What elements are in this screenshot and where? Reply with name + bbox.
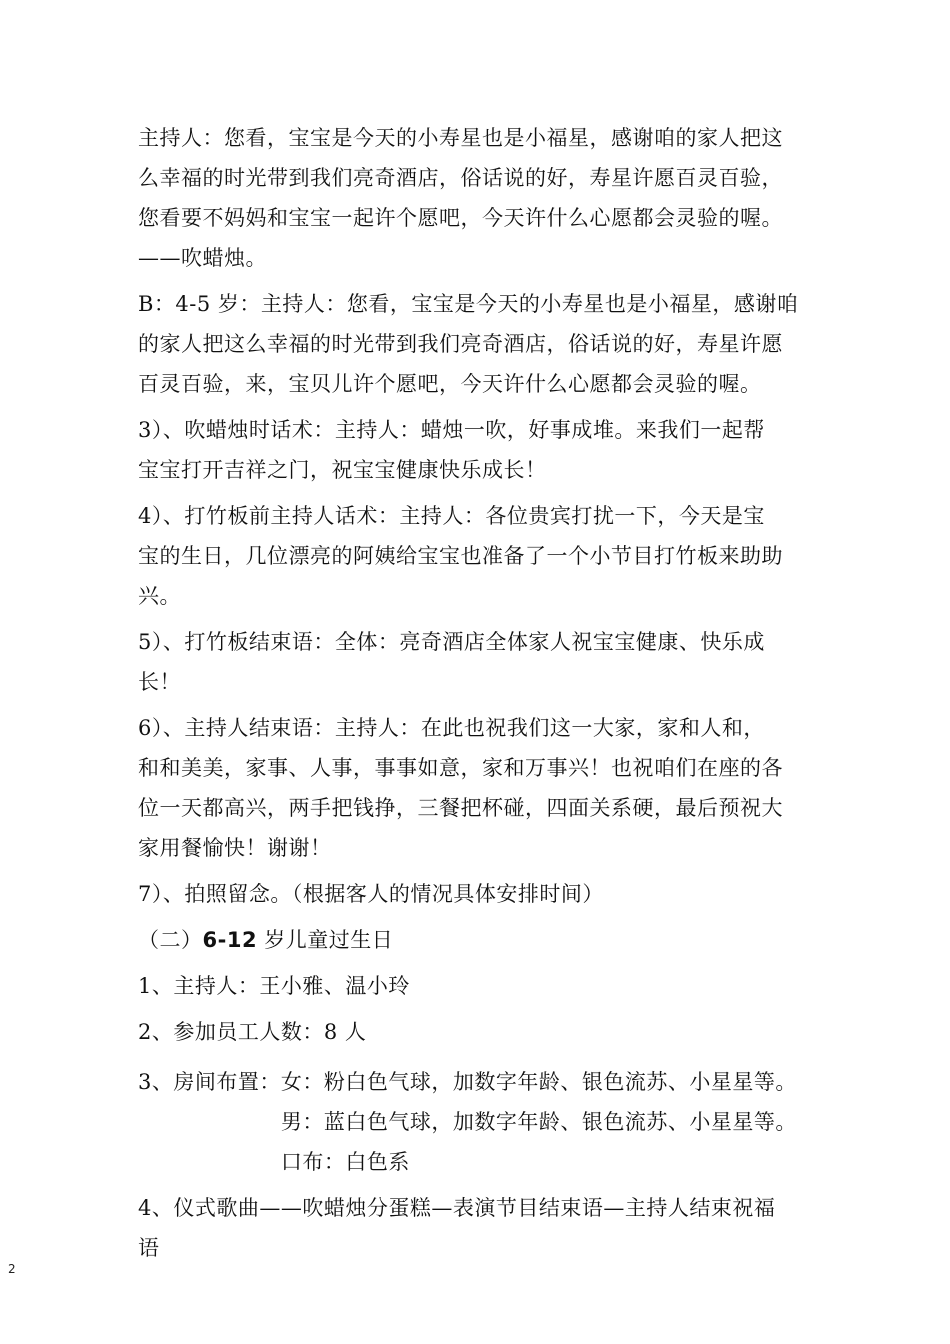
section-heading-suffix: 岁儿童过生日 xyxy=(257,928,394,952)
paragraph-host-speech-b xyxy=(138,284,818,404)
text-line: 宝的生日，几位漂亮的阿姨给宝宝也准备了一个小节目打竹板来助助 xyxy=(138,544,783,568)
section-heading xyxy=(138,920,818,960)
text-line: 1、主持人：王小雅、温小玲 xyxy=(138,974,410,998)
text-line: 4、仪式歌曲——吹蜡烛分蛋糕—表演节目结束语—主持人结束祝福 xyxy=(138,1196,776,1220)
text-line: ——吹蜡烛。 xyxy=(138,246,267,270)
page-number: 2 xyxy=(8,1262,16,1276)
text-line: 么幸福的时光带到我们亮奇酒店，俗话说的好，寿星许愿百灵百验， xyxy=(138,166,783,190)
text-line: 的家人把这么幸福的时光带到我们亮奇酒店，俗话说的好，寿星许愿 xyxy=(138,332,783,356)
paragraph-step-5 xyxy=(138,622,818,702)
text-line: 5）、打竹板结束语：全体：亮奇酒店全体家人祝宝宝健康、快乐成 xyxy=(138,630,765,654)
room-decoration-details xyxy=(281,1062,797,1182)
text-line: 宝宝打开吉祥之门，祝宝宝健康快乐成长！ xyxy=(138,458,547,482)
room-decoration-label: 3、房间布置： xyxy=(138,1070,281,1094)
list-item-staff-count xyxy=(138,1012,818,1052)
room-decoration-napkin: 口布：白色系 xyxy=(280,1150,410,1174)
list-item-hosts xyxy=(138,966,818,1006)
list-item-ceremony-flow xyxy=(138,1188,818,1268)
text-line: 主持人：您看，宝宝是今天的小寿星也是小福星，感谢咱的家人把这 xyxy=(138,126,783,150)
document-body xyxy=(138,118,818,1274)
text-line: 6）、主持人结束语：主持人：在此也祝我们这一大家，家和人和， xyxy=(138,716,765,740)
room-decoration-boy: 男：蓝白色气球，加数字年龄、银色流苏、小星星等。 xyxy=(280,1110,797,1134)
paragraph-host-speech-a xyxy=(138,118,818,278)
text-line: 家用餐愉快！谢谢！ xyxy=(138,836,332,860)
text-line: 2、参加员工人数：8 人 xyxy=(138,1020,367,1044)
paragraph-step-6 xyxy=(138,708,818,868)
text-line: 3）、吹蜡烛时话术：主持人：蜡烛一吹，好事成堆。来我们一起帮 xyxy=(138,418,765,442)
text-line: 长！ xyxy=(138,670,181,694)
text-line: 您看要不妈妈和宝宝一起许个愿吧，今天许什么心愿都会灵验的喔。 xyxy=(138,206,783,230)
section-heading-prefix: （二） xyxy=(138,928,203,952)
text-line: 和和美美，家事、人事，事事如意，家和万事兴！也祝咱们在座的各 xyxy=(138,756,783,780)
text-line: 7）、拍照留念。（根据客人的情况具体安排时间） xyxy=(138,882,604,906)
text-line: 百灵百验，来，宝贝儿许个愿吧，今天许什么心愿都会灵验的喔。 xyxy=(138,372,762,396)
list-item-room-decoration xyxy=(138,1062,818,1182)
text-line: 4）、打竹板前主持人话术：主持人：各位贵宾打扰一下，今天是宝 xyxy=(138,504,765,528)
room-decoration-girl: 女：粉白色气球，加数字年龄、银色流苏、小星星等。 xyxy=(280,1070,797,1094)
paragraph-step-7 xyxy=(138,874,818,914)
text-line: B：4-5 岁：主持人：您看，宝宝是今天的小寿星也是小福星，感谢咱 xyxy=(138,292,799,316)
text-line: 位一天都高兴，两手把钱挣，三餐把杯碰，四面关系硬，最后预祝大 xyxy=(138,796,783,820)
text-line: 语 xyxy=(138,1236,160,1260)
paragraph-step-4 xyxy=(138,496,818,616)
paragraph-step-3 xyxy=(138,410,818,490)
section-heading-age: 6-12 xyxy=(202,928,258,952)
text-line: 兴。 xyxy=(138,584,181,608)
